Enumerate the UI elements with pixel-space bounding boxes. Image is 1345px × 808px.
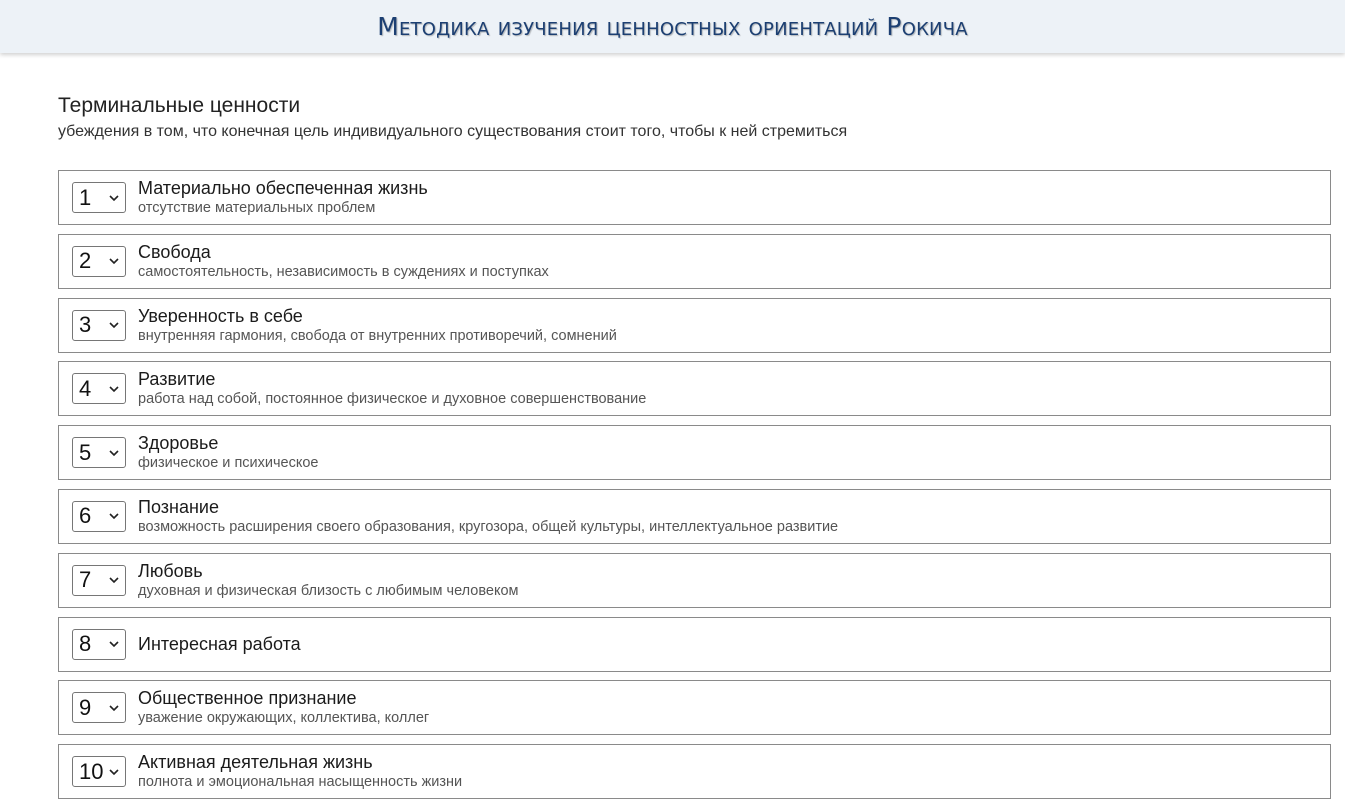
rank-select[interactable] — [72, 246, 126, 277]
rank-select-value: 5 — [79, 439, 92, 465]
page-header — [0, 0, 1345, 53]
value-item — [58, 425, 1331, 480]
rank-select[interactable] — [72, 756, 126, 787]
value-item — [58, 234, 1331, 289]
rank-select[interactable] — [72, 565, 126, 596]
chevron-down-icon — [108, 766, 120, 778]
rank-select[interactable] — [72, 310, 126, 341]
rank-select-value: 10 — [79, 758, 104, 784]
value-item — [58, 553, 1331, 608]
chevron-down-icon — [108, 192, 120, 204]
value-title: Познание — [138, 496, 219, 517]
value-title: Здоровье — [138, 433, 219, 454]
rank-select-value: 3 — [79, 312, 92, 338]
section-subtitle: убеждения в том, что конечная цель индивидуального существования стоит того, чтобы к ней стремиться — [58, 123, 848, 140]
value-description: отсутствие материальных проблем — [138, 200, 376, 216]
value-title: Свобода — [138, 241, 211, 262]
value-item — [58, 680, 1331, 735]
value-description: полнота и эмоциональная насыщенность жизни — [138, 774, 463, 791]
value-title: Развитие — [138, 369, 216, 390]
page-title: Методика изучения ценностных ориентаций Рокича — [377, 12, 968, 41]
value-description: духовная и физическая близость с любимым человеком — [138, 582, 519, 599]
value-item — [58, 298, 1331, 353]
chevron-down-icon — [108, 319, 120, 331]
value-description: самостоятельность, независимость в суждениях и поступках — [138, 263, 549, 280]
rank-select[interactable] — [72, 692, 126, 723]
chevron-down-icon — [108, 574, 120, 586]
rank-select[interactable] — [72, 501, 126, 532]
rank-select-value: 9 — [79, 694, 92, 720]
rank-select-value: 4 — [79, 375, 92, 401]
section-header — [58, 93, 1308, 143]
chevron-down-icon — [108, 638, 120, 650]
values-list — [58, 170, 1331, 808]
rank-select-value: 7 — [79, 567, 92, 593]
chevron-down-icon — [108, 702, 120, 714]
rank-select[interactable] — [72, 437, 126, 468]
chevron-down-icon — [108, 447, 120, 459]
value-title: Активная деятельная жизнь — [138, 752, 373, 773]
value-description: возможность расширения своего образования, кругозора, общей культуры, интеллектуальное развитие — [138, 518, 839, 535]
value-item — [58, 744, 1331, 799]
value-description: физическое и психическое — [138, 455, 319, 472]
value-description: работа над собой, постоянное физическое и духовное совершенствование — [138, 391, 647, 408]
rank-select-value: 8 — [79, 631, 92, 657]
value-title: Любовь — [138, 560, 203, 581]
rank-select-value: 1 — [79, 184, 92, 210]
rank-select[interactable] — [72, 629, 126, 660]
value-title: Интересная работа — [138, 633, 301, 654]
value-title: Уверенность в себе — [138, 305, 303, 326]
value-description: уважение окружающих, коллектива, коллег — [138, 710, 430, 727]
value-item — [58, 361, 1331, 416]
section-title: Терминальные ценности — [58, 94, 301, 117]
value-item — [58, 170, 1331, 225]
chevron-down-icon — [108, 383, 120, 395]
value-item — [58, 617, 1331, 672]
value-description: внутренняя гармония, свобода от внутренних противоречий, сомнений — [138, 327, 617, 344]
chevron-down-icon — [108, 255, 120, 267]
rank-select-value: 6 — [79, 503, 92, 529]
chevron-down-icon — [108, 510, 120, 522]
rank-select-value: 2 — [79, 248, 92, 274]
rank-select[interactable] — [72, 373, 126, 404]
rank-select[interactable] — [72, 182, 126, 213]
value-title: Материально обеспеченная жизнь — [138, 178, 428, 198]
value-title: Общественное признание — [138, 688, 357, 709]
value-item — [58, 489, 1331, 544]
